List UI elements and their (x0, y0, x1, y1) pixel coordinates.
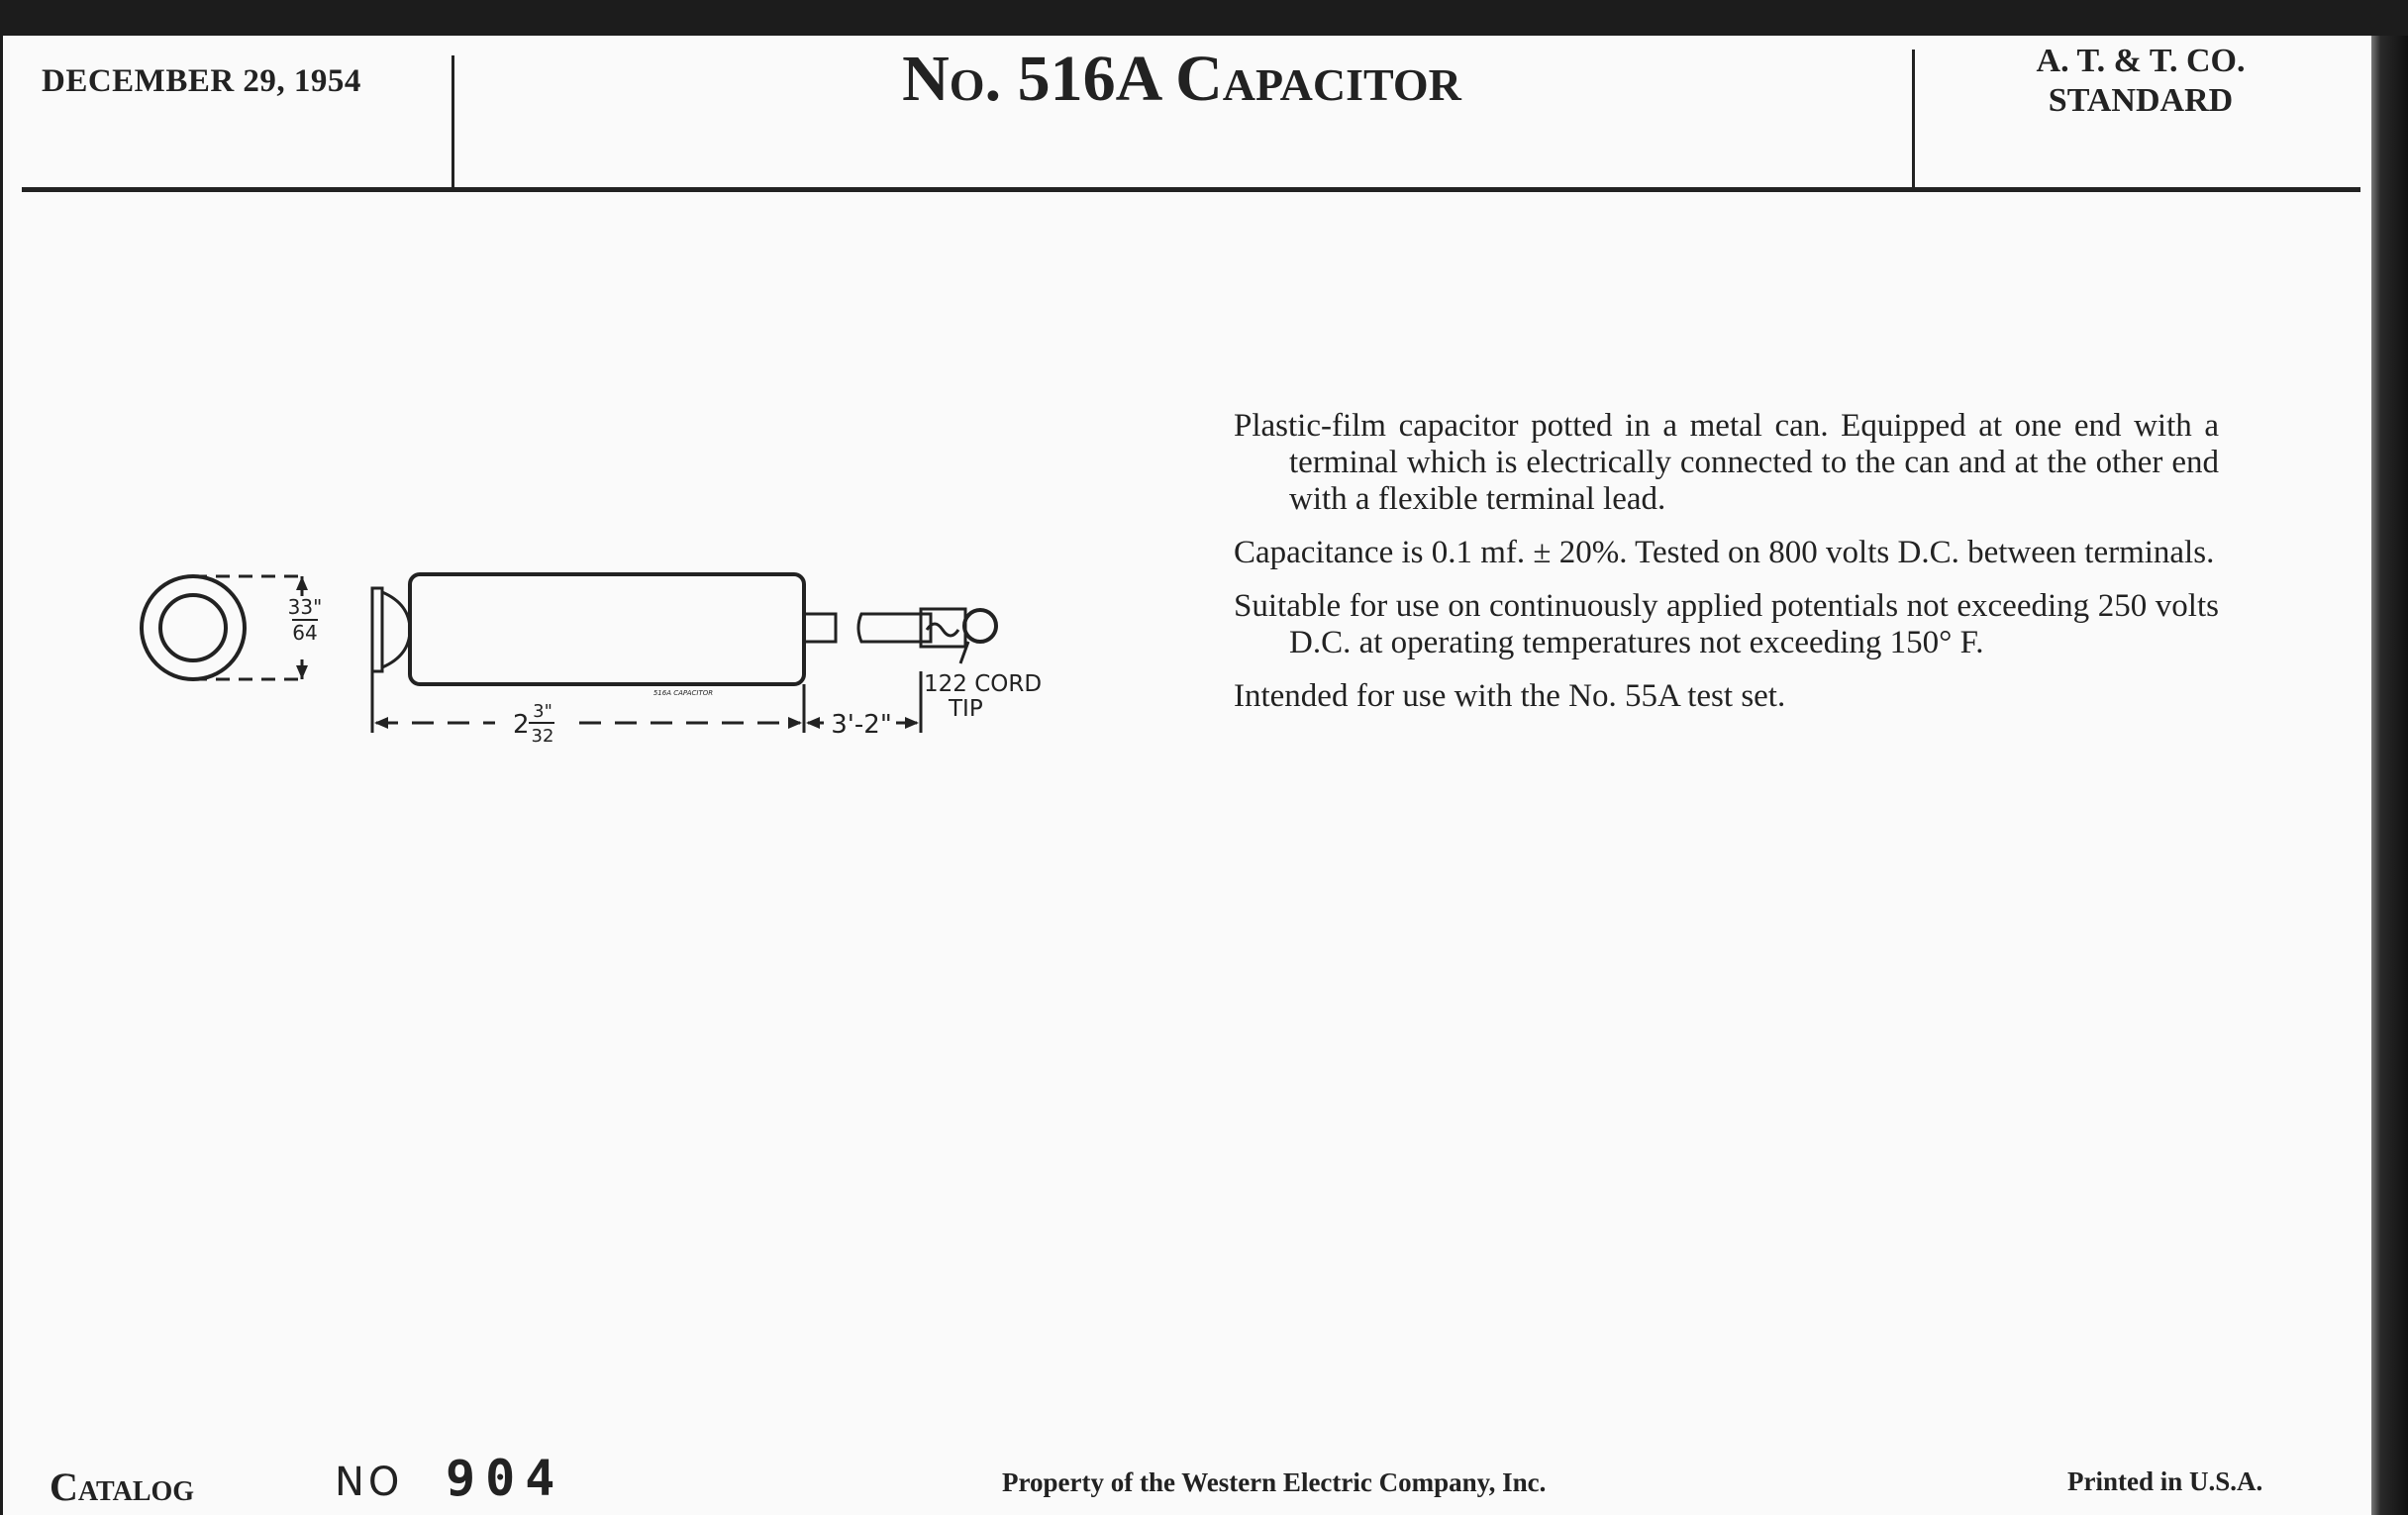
end-view-outer-circle (142, 576, 245, 679)
description (1234, 408, 2219, 732)
body-marking: 516A CAPACITOR (652, 689, 714, 697)
diameter-denominator: 64 (292, 621, 318, 645)
printed-notice: Printed in U.S.A. (2067, 1466, 2263, 1496)
length-whole: 2 (513, 710, 530, 740)
arrowhead (296, 576, 308, 590)
terminal-neck (382, 592, 410, 667)
header-date: DECEMBER 29, 1954 (42, 63, 361, 99)
description-paragraph-3: Suitable for use on continuously applied potentials not exceeding 250 volts D.C. at operating temperatures not exceeding 150° F. (1234, 588, 2219, 660)
cord-length: 3'-2" (831, 710, 892, 740)
capacitor-can (410, 574, 804, 684)
description-paragraph-1: Plastic-film capacitor potted in a metal can. Equipped at one end with a terminal which is electrically connected to the can and at the other end with a flexible terminal lead. (1234, 408, 2219, 517)
standard-line1: A. T. & T. CO. (2036, 43, 2246, 79)
card-edge-shadow (2371, 36, 2408, 1515)
capacitor-drawing (129, 555, 1069, 753)
arrowhead (806, 717, 820, 729)
catalog-label: Catalog (50, 1464, 195, 1509)
description-paragraph-2: Capacitance is 0.1 mf. ± 20%. Tested on 800 volts D.C. between terminals. (1234, 535, 2215, 570)
standard-line2: STANDARD (2048, 82, 2234, 119)
arrowhead (788, 717, 802, 729)
arrowhead (905, 717, 919, 729)
cord-tip-label-1: 122 CORD (924, 671, 1043, 697)
header-divider-right (1912, 50, 1915, 188)
header-rule (22, 187, 2360, 192)
property-notice: Property of the Western Electric Company, Inc. (1002, 1467, 1547, 1497)
catalog-card (3, 36, 2371, 1515)
lead-stub (804, 614, 836, 642)
catalog-number: 904 (446, 1450, 565, 1507)
catalog-no-label: NO (335, 1460, 404, 1505)
length-denominator: 32 (531, 726, 554, 747)
cord-tip-ring (964, 610, 996, 642)
arrowhead (296, 665, 308, 679)
arrowhead (374, 717, 388, 729)
terminal-flange (372, 588, 382, 671)
description-paragraph-4: Intended for use with the No. 55A test set. (1234, 678, 1786, 714)
page-title: No. 516A Capacitor (902, 43, 1461, 115)
standard-label (1918, 42, 2363, 121)
length-numerator: 3" (533, 701, 552, 722)
cord-tip-label-2: TIP (949, 696, 983, 722)
end-view-inner-circle (160, 595, 226, 660)
diameter-numerator: 33" (287, 595, 323, 619)
